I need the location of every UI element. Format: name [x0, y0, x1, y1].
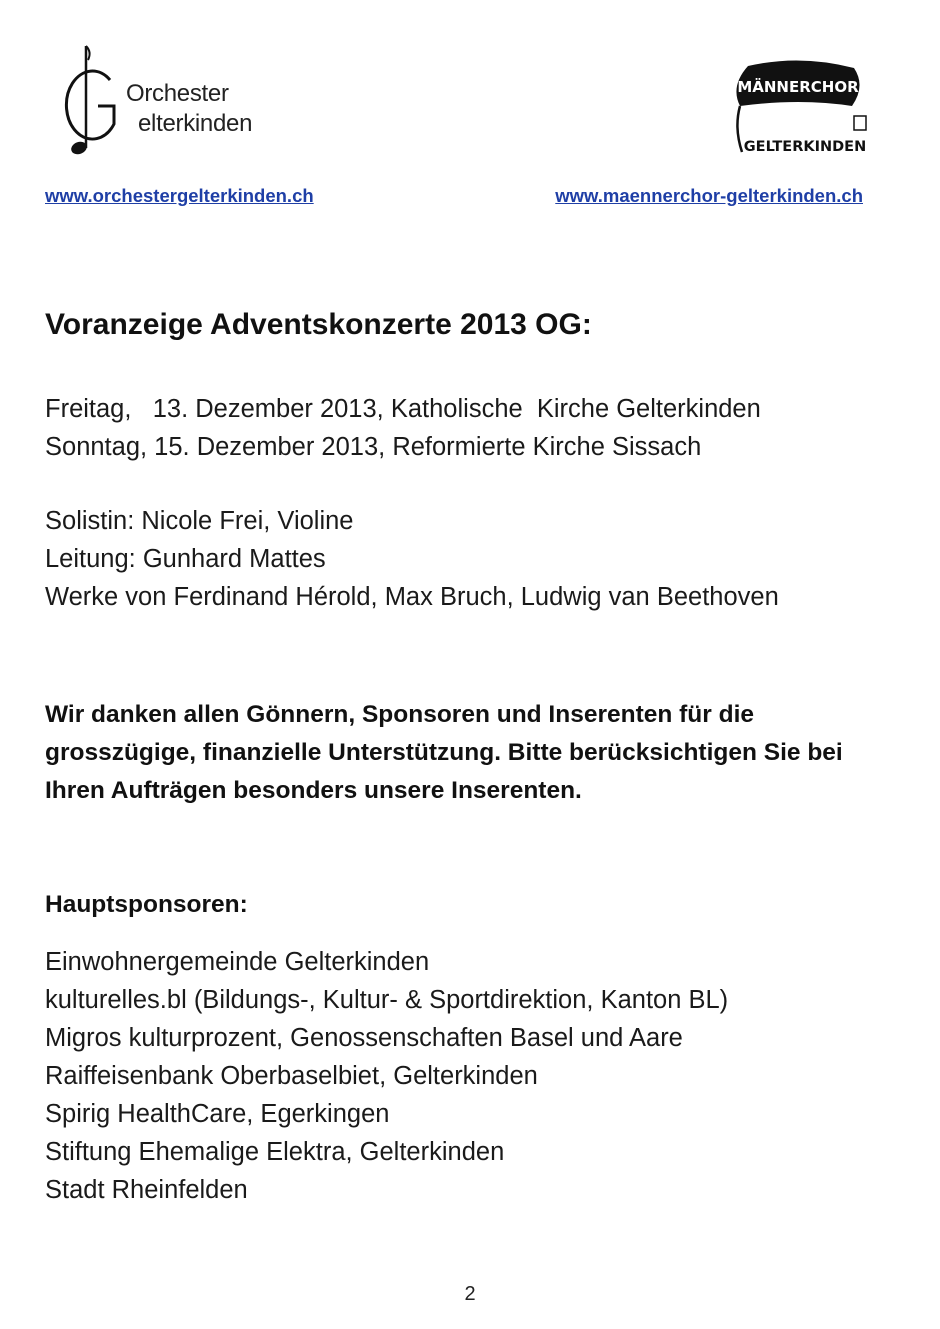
- orchester-website-link[interactable]: www.orchestergelterkinden.ch: [45, 185, 314, 206]
- thanks-paragraph: Wir danken allen Gönnern, Sponsoren und Inserenten für die grosszügige, finanzielle Unterstützung. Bitte berücksichtigen Sie bei Ihren Aufträgen besonders unsere Inserenten.: [45, 701, 843, 804]
- website-links: [45, 185, 865, 211]
- maennerchor-logo: [726, 58, 874, 156]
- page-number: 2: [464, 1283, 476, 1305]
- sponsor-item: Stadt Rheinfelden: [45, 1176, 248, 1204]
- concert-date-sunday: Sonntag, 15. Dezember 2013, Reformierte Kirche Sissach: [45, 433, 702, 461]
- sponsor-list: [45, 943, 728, 1209]
- logo-gelterkinden-text: GELTERKINDEN: [743, 139, 867, 155]
- orchester-gelterkinden-logo: [52, 42, 252, 160]
- sponsor-item: Raiffeisenbank Oberbaselbiet, Gelterkinden: [45, 1062, 538, 1090]
- maennerchor-website-link[interactable]: www.maennerchor-gelterkinden.ch: [555, 185, 863, 206]
- logo-word-gelterkinden: elterkinden: [138, 110, 253, 137]
- concert-date-friday: Freitag, 13. Dezember 2013, Katholische Kirche Gelterkinden: [45, 395, 761, 423]
- sponsor-item: kulturelles.bl (Bildungs-, Kultur- & Sportdirektion, Kanton BL): [45, 986, 729, 1014]
- concert-headline: Voranzeige Adventskonzerte 2013 OG:: [45, 308, 592, 341]
- sponsors-heading: Hauptsponsoren:: [45, 891, 248, 918]
- sponsor-item: Migros kulturprozent, Genossenschaften Basel und Aare: [45, 1024, 683, 1052]
- works-line: Werke von Ferdinand Hérold, Max Bruch, Ludwig van Beethoven: [45, 583, 779, 611]
- sponsor-item: Stiftung Ehemalige Elektra, Gelterkinden: [45, 1138, 505, 1166]
- maennerchor-emblem-icon: [726, 58, 874, 156]
- logo-maennerchor-text: MÄNNERCHOR: [737, 78, 859, 96]
- sponsor-item: Einwohnergemeinde Gelterkinden: [45, 948, 430, 976]
- sponsor-item: Spirig HealthCare, Egerkingen: [45, 1100, 390, 1128]
- logo-word-orchester: Orchester: [126, 80, 229, 107]
- conductor-line: Leitung: Gunhard Mattes: [45, 545, 326, 573]
- concert-info: [45, 502, 779, 616]
- soloist-line: Solistin: Nicole Frei, Violine: [45, 507, 354, 535]
- concert-dates: [45, 390, 761, 466]
